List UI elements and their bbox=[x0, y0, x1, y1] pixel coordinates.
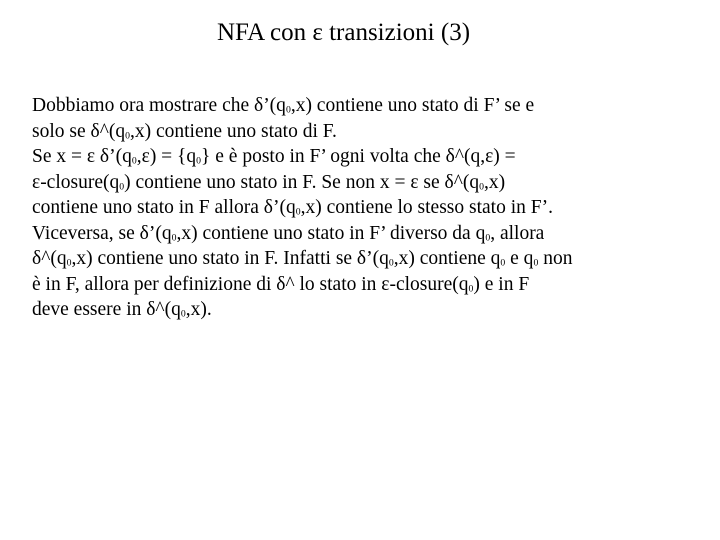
body-line: contiene uno stato in F allora $\delta’(q_0,x)$ contiene lo stesso stato in F’. bbox=[32, 197, 553, 218]
body-line: è in F, allora per definizione di δ^ lo stato in $\varepsilon-closure(q_0)$ e in F bbox=[32, 273, 530, 295]
slide-body bbox=[32, 93, 700, 323]
body-line: $\varepsilon-closure(q_0)$ contiene uno stato in F. Se non x = ε se $\delta\^{}(q_0,x)$ bbox=[32, 171, 506, 193]
body-line: deve essere in $\delta\^{}(q_0,x)$. bbox=[32, 299, 212, 320]
body-line: solo se $\delta\^{}(q_0,x)$ contiene uno stato di F. bbox=[32, 120, 337, 142]
slide-title: NFA con ε transizioni (3) bbox=[216, 19, 471, 46]
body-line: Se x = ε $\delta’(q_0,\varepsilon) = \{q_0\}$ e è posto in F’ ogni volta che δ^(q,ε) = bbox=[32, 146, 516, 167]
body-line: Viceversa, se $\delta’(q_0,x)$ contiene uno stato in F’ diverso da $q_0$, allora bbox=[32, 222, 545, 244]
body-line: Dobbiamo ora mostrare che $\delta’(q_0,x)$ contiene uno stato di F’ se e bbox=[32, 95, 535, 116]
body-line: $\delta\^{}(q_0,x)$ contiene uno stato in F. Infatti se $\delta’(q_0,x)$ contiene $q_0$ e $q_0$ non bbox=[32, 248, 573, 269]
